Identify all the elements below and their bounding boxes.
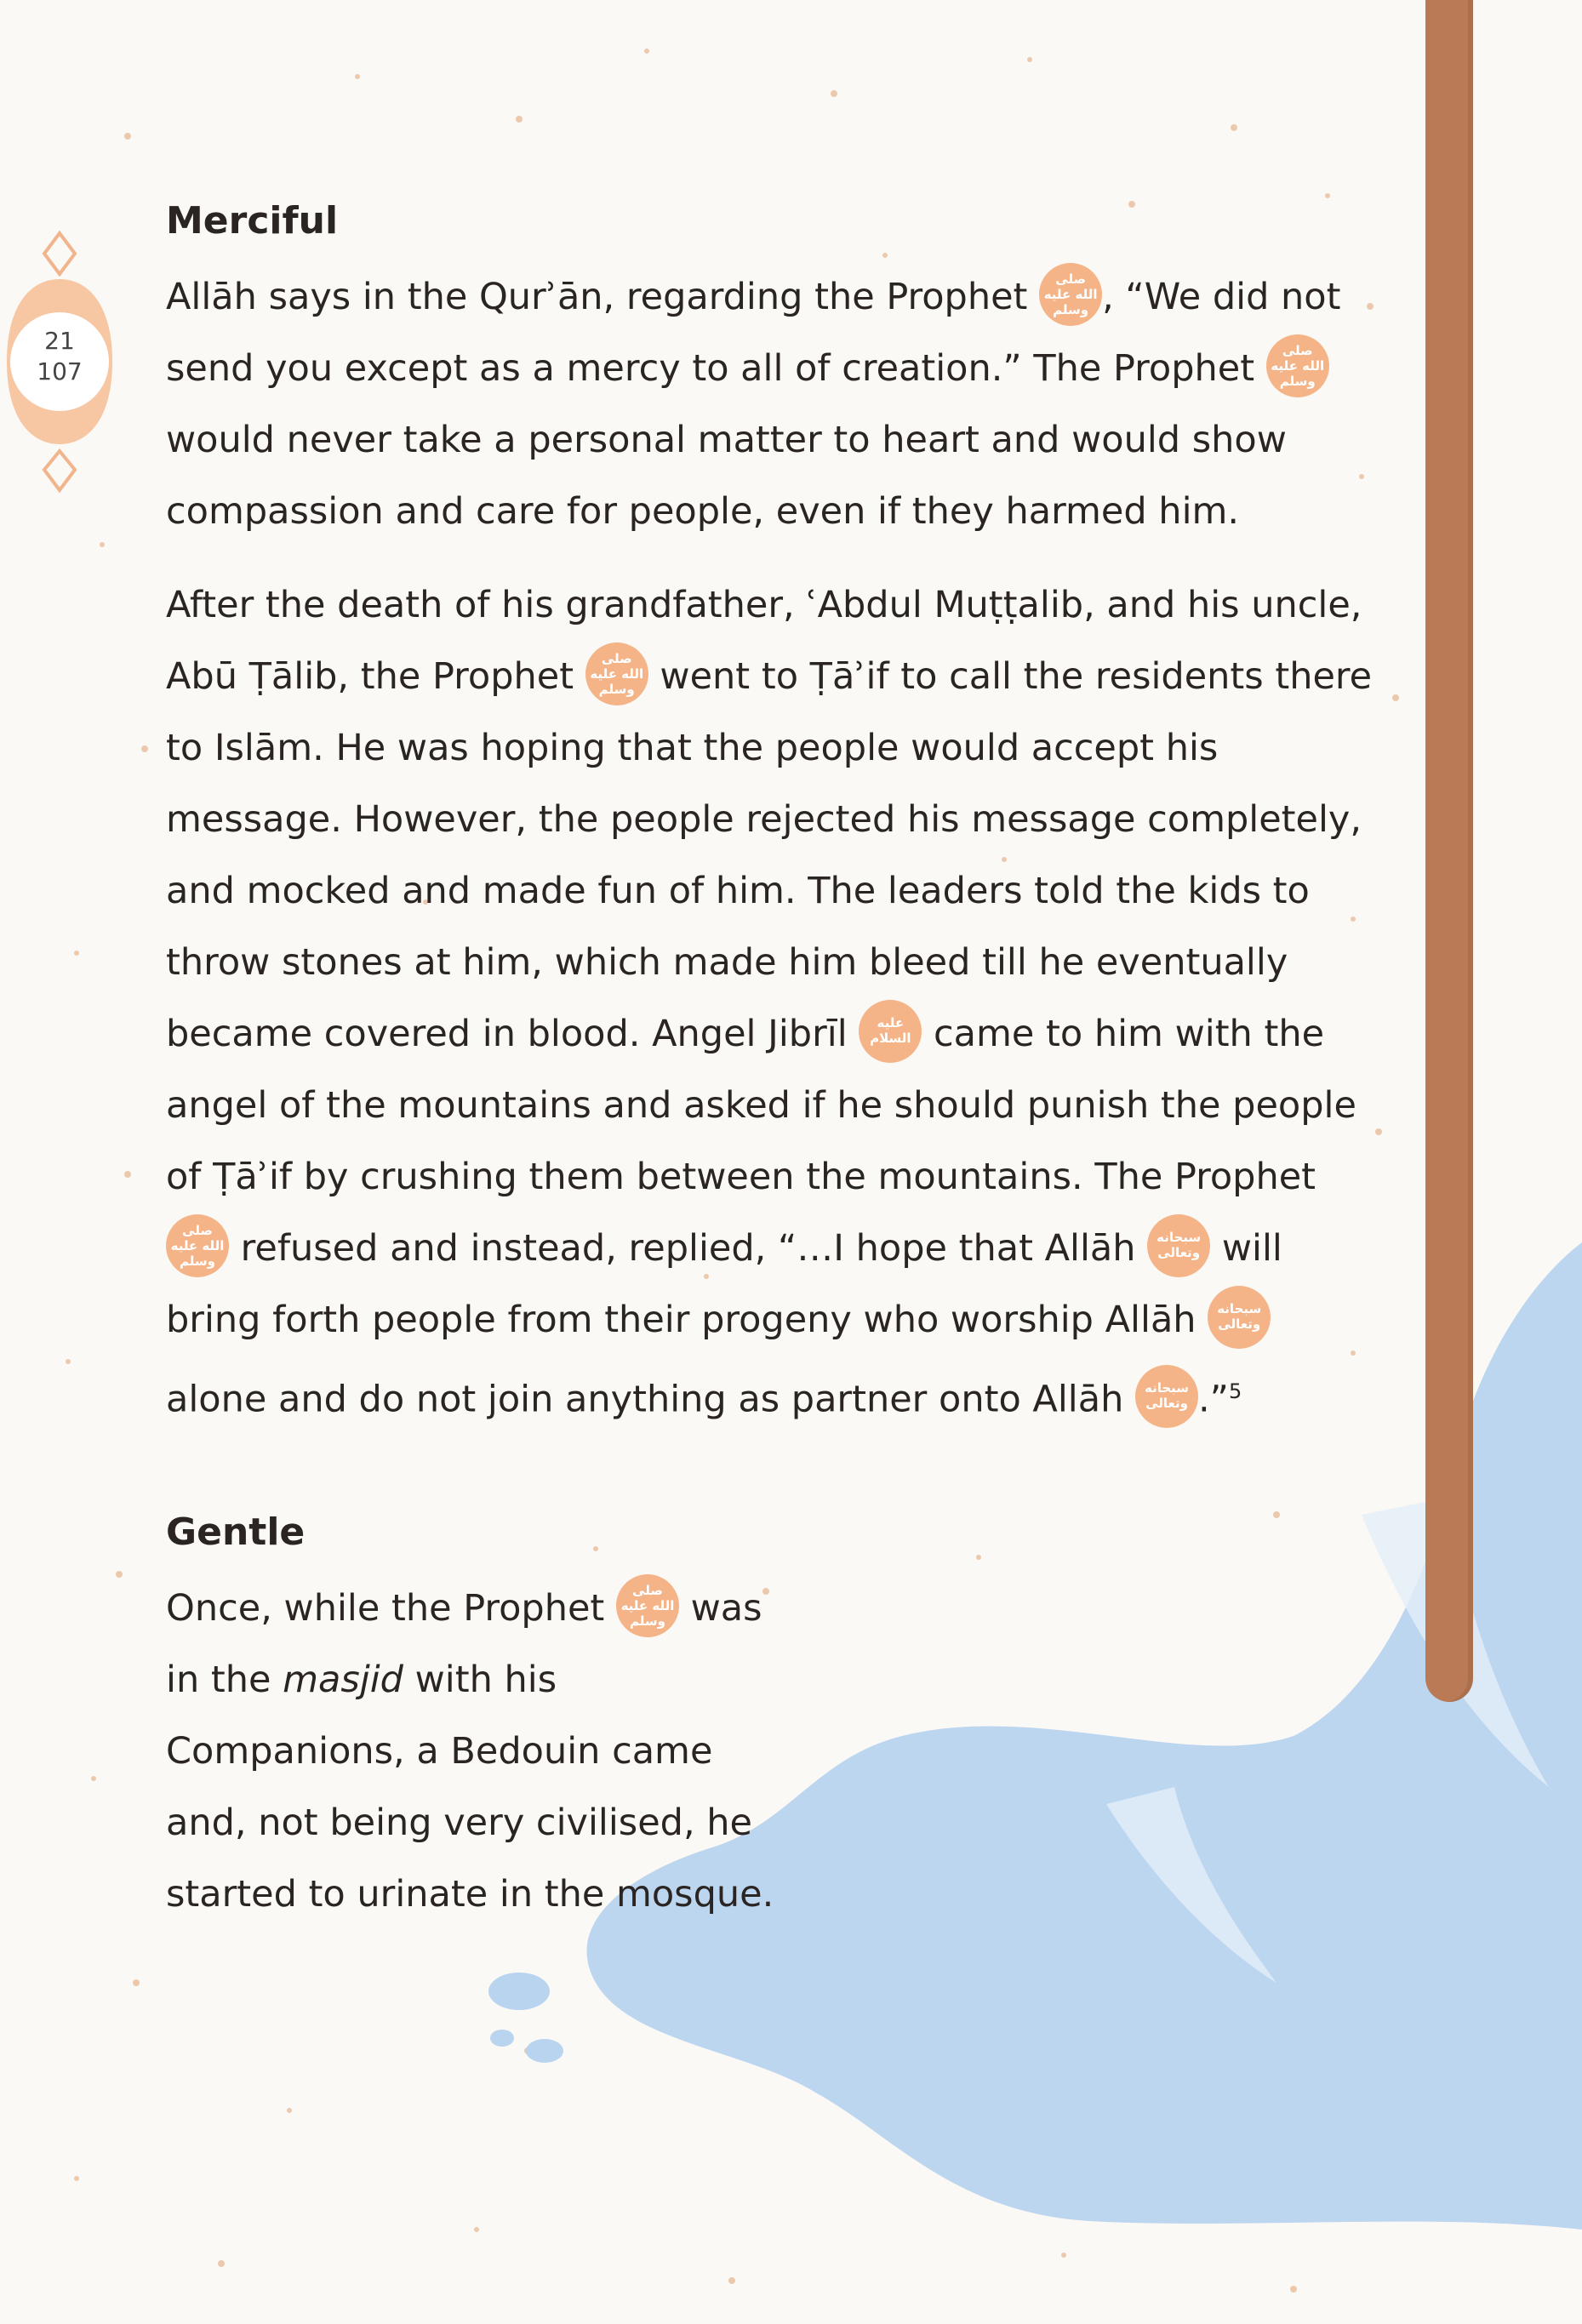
heading-merciful: Merciful	[166, 199, 339, 243]
honorific-saw-icon: صلى الله عليه وسلم	[1266, 334, 1329, 397]
text-span: Allāh says in the Qurʾān, regarding the Prophet	[166, 276, 1040, 318]
text-span: Once, while the Prophet	[166, 1587, 616, 1630]
honorific-swt-icon: سبحانه وتعالى	[1147, 1214, 1210, 1277]
honorific-saw-icon: صلى الله عليه وسلم	[585, 642, 648, 705]
honorific-saw-icon: صلى الله عليه وسلم	[1039, 263, 1102, 326]
decorative-pole	[1425, 0, 1473, 1702]
text-span: refused and instead, replied, “…I hope that Allāh	[229, 1227, 1148, 1270]
honorific-swt-icon: سبحانه وتعالى	[1208, 1286, 1271, 1349]
page-total: 107	[37, 357, 83, 385]
text-span: After the death of his grandfather, ʿAbdul Muṭṭalib, and his uncle, Abū Ṭālib, the Prophet	[166, 584, 1362, 698]
text-span: .”	[1198, 1378, 1229, 1421]
heading-gentle: Gentle	[166, 1510, 306, 1555]
wrap-spacer	[787, 1644, 1383, 2001]
text-span: alone and do not join anything as partner onto Allāh	[166, 1378, 1135, 1421]
page-content	[166, 191, 1383, 2001]
paragraph-merciful-2	[166, 569, 1383, 1435]
text-span: will bring forth people from their progeny who worship Allāh	[166, 1227, 1282, 1341]
honorific-as-icon: عليه السلام	[859, 1000, 922, 1063]
text-span: came to him with the angel of the mountains and asked if he should punish the people of Ṭāʾif by crushing them between the mountains. The Prophet	[166, 1013, 1356, 1198]
text-span: , “We did not send you except as a mercy to all of creation.” The Prophet	[166, 276, 1341, 390]
paragraph-gentle-1	[166, 1573, 1383, 1930]
footnote-marker: 5	[1228, 1379, 1242, 1403]
italic-term: masjid	[283, 1659, 403, 1702]
text-span: went to Ṭāʾif to call the residents there to Islām. He was hoping that the people would accept his message. However, the people rejected his message completely, and mocked and made fun of him. The leaders told the kids to throw stones at him, which made him bleed till he eventually became covered in blood. Angel Jibrīl	[166, 655, 1373, 1055]
text-span: was in the	[166, 1587, 762, 1702]
honorific-saw-icon: صلى الله عليه وسلم	[616, 1574, 679, 1637]
page-badge	[0, 230, 119, 494]
text-span: with his Companions, a Bedouin came and, not being very civilised, he started to urinate in the mosque.	[166, 1659, 774, 1916]
text-span: would never take a personal matter to heart and would show compassion and care for people, even if they harmed him.	[166, 419, 1287, 533]
honorific-saw-icon: صلى الله عليه وسلم	[166, 1214, 229, 1277]
honorific-swt-icon: سبحانه وتعالى	[1135, 1365, 1198, 1428]
page-number: 21	[44, 327, 75, 355]
paragraph-merciful-1	[166, 261, 1383, 547]
